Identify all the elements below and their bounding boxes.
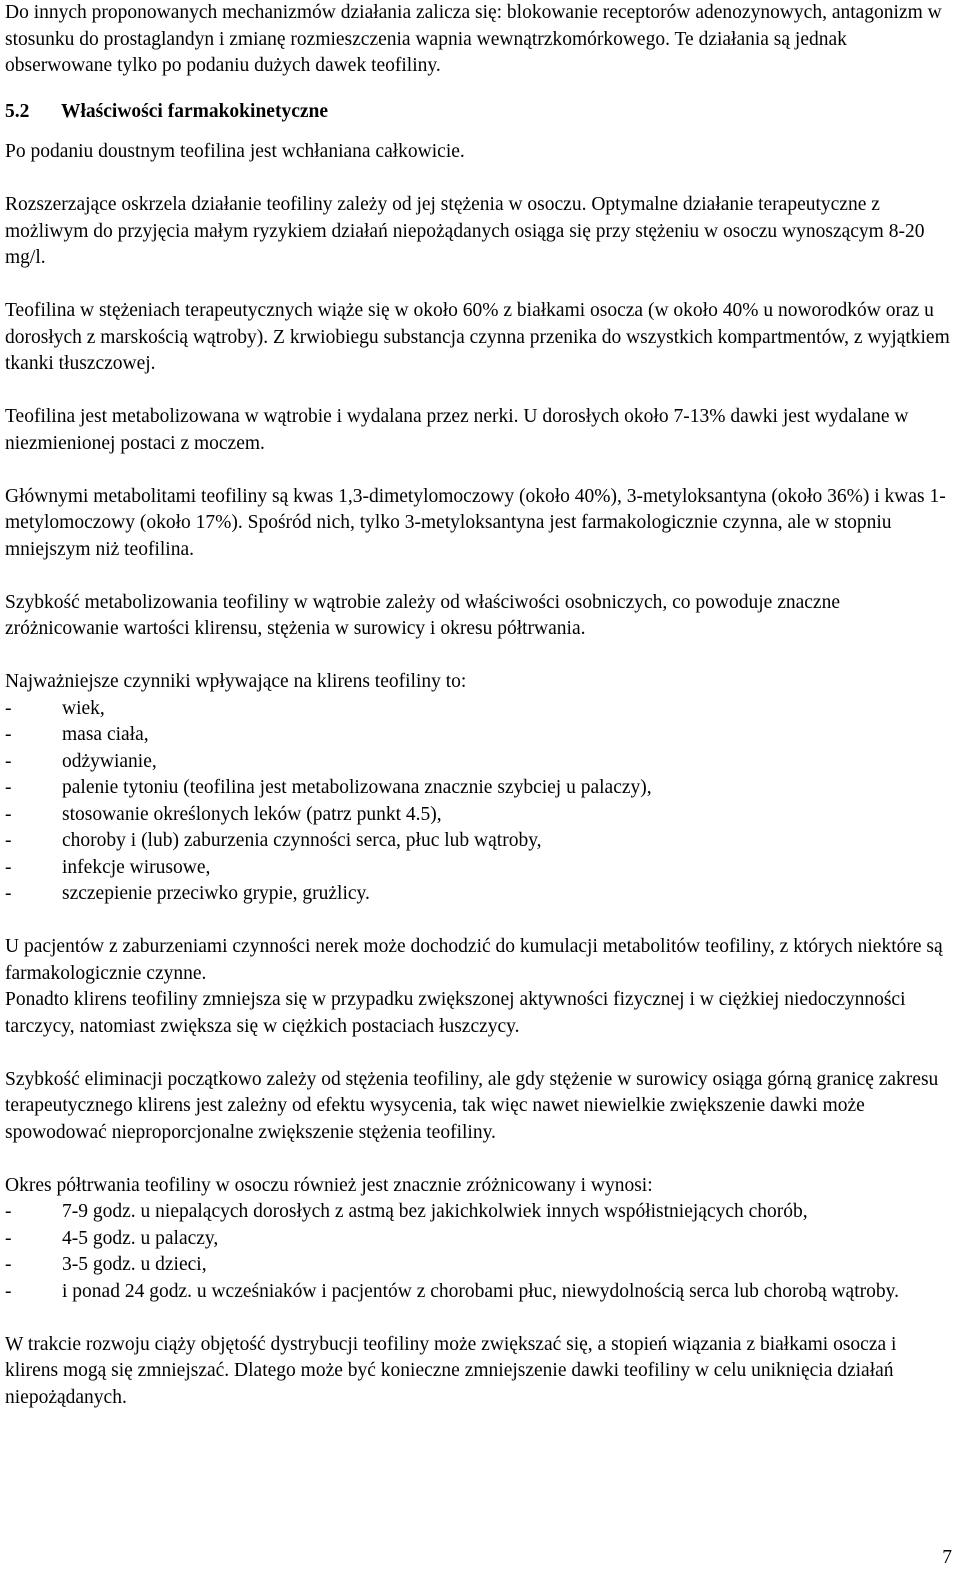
section-heading <box>5 99 950 126</box>
intro-paragraph: Do innych proponowanych mechanizmów działania zalicza się: blokowanie receptorów adenozynowych, antagonizm w stosunku do prostaglandyn i zmianę rozmieszczenia wapnia wewnątrzkomórkowego. Te działania są jednak obserwowane tylko po podaniu dużych dawek teofiliny. <box>5 2 942 76</box>
document-page <box>5 0 950 1411</box>
list-item: - 7-9 godz. u niepalących dorosłych z astmą bez jakichkolwiek innych współistniejących chorób, <box>5 1201 808 1222</box>
paragraph-renal-impairment: U pacjentów z zaburzeniami czynności nerek może dochodzić do kumulacji metabolitów teofiliny, z których niektóre są farmakologicznie czynne. <box>5 936 943 984</box>
factors-lead: Najważniejsze czynniki wpływające na klirens teofiliny to: <box>5 671 467 692</box>
page-number: 7 <box>942 1547 952 1568</box>
paragraph-metabolism: Teofilina jest metabolizowana w wątrobie i wydalana przez nerki. U dorosłych około 7-13% dawki jest wydalane w niezmienionej postaci z moczem. <box>5 406 909 454</box>
list-item: - 4-5 godz. u palaczy, <box>5 1227 219 1249</box>
list-item: - palenie tytoniu (teofilina jest metabolizowana znacznie szybciej u palaczy), <box>5 777 652 798</box>
factors-list <box>5 696 950 908</box>
list-item: - odżywianie, <box>5 750 157 772</box>
list-item: - i ponad 24 godz. u wcześniaków i pacjentów z chorobami płuc, niewydolnością serca lub chorobą wątroby. <box>5 1280 899 1302</box>
paragraph-absorption: Po podaniu doustnym teofilina jest wchłaniana całkowicie. <box>5 141 465 162</box>
section-number: 5.2 <box>5 100 30 122</box>
paragraph-clearance-changes: Ponadto klirens teofiliny zmniejsza się w przypadku zwiększonej aktywności fizycznej i w ciężkiej niedoczynności tarczycy, natomiast zwiększa się w ciężkich postaciach łuszczycy. <box>5 989 906 1037</box>
list-item: - stosowanie określonych leków (patrz punkt 4.5), <box>5 803 442 825</box>
paragraph-elimination: Szybkość eliminacji początkowo zależy od stężenia teofiliny, ale gdy stężenie w surowicy osiąga górną granicę zakresu terapeutycznego klirens jest zależny od efektu wysycenia, tak więc nawet niewielkie zwiększenie dawki może spowodować nieproporcjonalne zwiększenie stężenia teofiliny. <box>5 1068 939 1143</box>
list-item: - infekcje wirusowe, <box>5 856 211 878</box>
paragraph-bronchodilation: Rozszerzające oskrzela działanie teofiliny zależy od jej stężenia w osoczu. Optymalne działanie terapeutyczne z możliwym do przyjęcia małym ryzykiem działań niepożądanych osiąga się przy stężeniu w osoczu wynoszącym 8-20 mg/l. <box>5 194 925 268</box>
half-life-lead: Okres półtrwania teofiliny w osoczu również jest znacznie zróżnicowany i wynosi: <box>5 1174 653 1196</box>
list-item: - szczepienie przeciwko grypie, grużlicy. <box>5 883 370 904</box>
list-item: - wiek, <box>5 697 105 719</box>
paragraph-protein-binding: Teofilina w stężeniach terapeutycznych wiąże się w około 60% z białkami osocza (w około 40% u noworodków oraz u dorosłych z marskością wątroby). Z krwiobiegu substancja czynna przenika do wszystkich kompartmentów, z wyjątkiem tkanki tłuszczowej. <box>5 300 950 374</box>
list-item: - masa ciała, <box>5 724 149 745</box>
paragraph-metabolism-rate: Szybkość metabolizowania teofiliny w wątrobie zależy od właściwości osobniczych, co powoduje znaczne zróżnicowanie wartości klirensu, stężenia w surowicy i okresu półtrwania. <box>5 591 840 639</box>
list-item: - choroby i (lub) zaburzenia czynności serca, płuc lub wątroby, <box>5 830 542 851</box>
half-life-list <box>5 1199 950 1305</box>
paragraph-pregnancy: W trakcie rozwoju ciąży objętość dystrybucji teofiliny może zwiększać się, a stopień wiązania z białkami osocza i klirens mogą się zmniejszać. Dlatego może być konieczne zmniejszenie dawki teofiliny w celu uniknięcia działań niepożądanych. <box>5 1333 897 1408</box>
paragraph-metabolites: Głównymi metabolitami teofiliny są kwas 1,3-dimetylomoczowy (około 40%), 3-metyloksantyna (około 36%) i kwas 1-metylomoczowy (około 17%). Spośród nich, tylko 3-metyloksantyna jest farmakologicznie czynna, ale w stopniu mniejszym niż teofilina. <box>5 485 946 560</box>
list-item: - 3-5 godz. u dzieci, <box>5 1254 207 1275</box>
section-title: Właściwości farmakokinetyczne <box>61 100 329 122</box>
